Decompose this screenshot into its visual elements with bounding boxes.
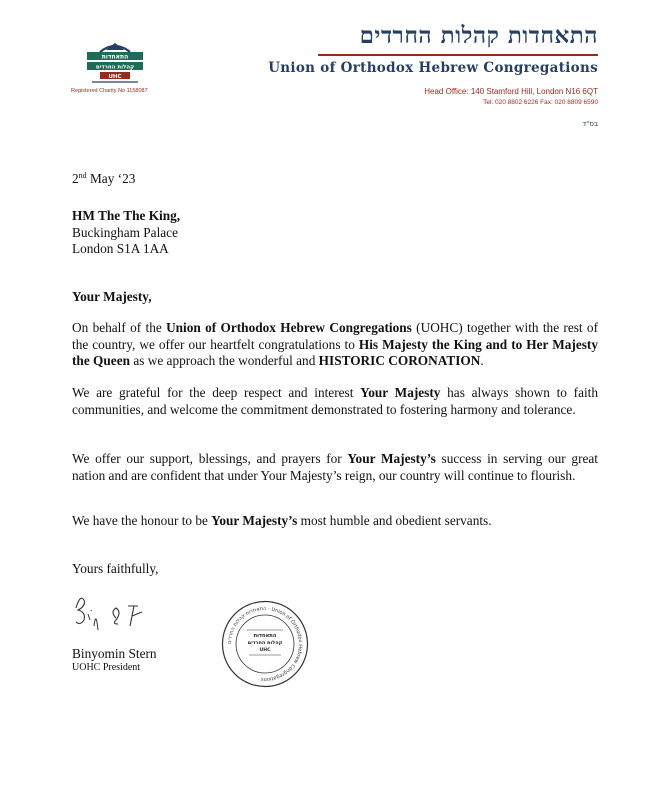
stamp-center-abbr: UHC — [259, 648, 271, 653]
recipient-line-3: London S1A 1AA — [72, 241, 169, 256]
logo-text-mid: קהלות החרדים — [95, 64, 135, 71]
head-office-label: Head Office: — [424, 87, 469, 96]
signatory-title: UOHC President — [72, 662, 141, 673]
closing: Yours faithfully, — [72, 561, 159, 576]
p2-text-1: We are grateful for the deep respect and interest — [72, 385, 361, 400]
stamp-center-top: התאחדות — [253, 633, 277, 639]
telephone-fax: Tel: 020 8802 6226 Fax: 020 8809 6590 — [483, 99, 598, 106]
bsd-mark: בס"ד — [582, 120, 598, 128]
p3-bold-1: Your Majesty’s — [347, 451, 436, 466]
recipient-address — [72, 208, 180, 258]
p1-text-1: On behalf of the — [72, 320, 167, 335]
p2-text-2: has always shown to faith communities, and welcome the commitment demonstrated to fostering harmony and tolerance. — [72, 385, 599, 417]
logo-text-abbr: UHC — [108, 73, 122, 80]
date-day: 2 — [72, 171, 79, 186]
p3-text-2: success in serving our great nation and are confident that under Your Majesty’s reign, our country will continue to flourish. — [72, 451, 598, 483]
organisation-stamp — [221, 600, 309, 688]
date-rest: May ‘23 — [86, 171, 136, 186]
paragraph-4 — [72, 513, 598, 530]
charity-number: Registered Charity No 1158087 — [71, 88, 148, 94]
recipient-line-2: Buckingham Palace — [72, 224, 178, 240]
p3-text-1: We offer our support, blessings, and prayers for — [72, 451, 348, 466]
recipient-line-1: HM The The King, — [72, 208, 181, 223]
hebrew-title: התאחדות קהלות החרדים — [359, 22, 598, 49]
p4-text-2: most humble and obedient servants. — [297, 513, 492, 528]
salutation: Your Majesty, — [72, 289, 152, 304]
head-office-address — [424, 87, 598, 96]
header-divider — [318, 54, 598, 56]
paragraph-2 — [72, 385, 598, 418]
p2-bold-1: Your Majesty — [360, 385, 441, 400]
p4-bold-1: Your Majesty’s — [211, 513, 298, 528]
letter-date — [72, 171, 135, 188]
p1-text-2: (UOHC) together with the rest of the country, we offer our heartfelt congratulations to — [72, 320, 599, 352]
p1-bold-2: His Majesty the King and to Her Majesty the Queen — [72, 336, 598, 368]
paragraph-3 — [72, 451, 598, 484]
p1-bold-1: Union of Orthodox Hebrew Congregations — [166, 320, 412, 335]
uohc-logo — [82, 38, 148, 86]
p1-text-4: . — [480, 353, 484, 368]
stamp-ring-path: התאחדות קהלות החרדים · Union of Orthodox Hebrew Congregations · — [226, 605, 304, 683]
logo-text-top: התאחדות — [101, 53, 129, 61]
head-office-value: 140 Stamford Hill, London N16 6QT — [470, 87, 598, 96]
stamp-center-mid: קהלות החרדים — [247, 640, 283, 646]
p1-text-3: as we approach the wonderful and — [130, 353, 319, 368]
date-suffix: nd — [78, 171, 87, 180]
handwritten-signature — [72, 590, 162, 634]
p1-bold-3: HISTORIC CORONATION — [318, 353, 481, 368]
paragraph-1 — [72, 320, 598, 370]
english-title: Union of Orthodox Hebrew Congregations — [268, 60, 598, 76]
p4-text-1: We have the honour to be — [72, 513, 212, 528]
signatory-name: Binyomin Stern — [72, 646, 157, 661]
